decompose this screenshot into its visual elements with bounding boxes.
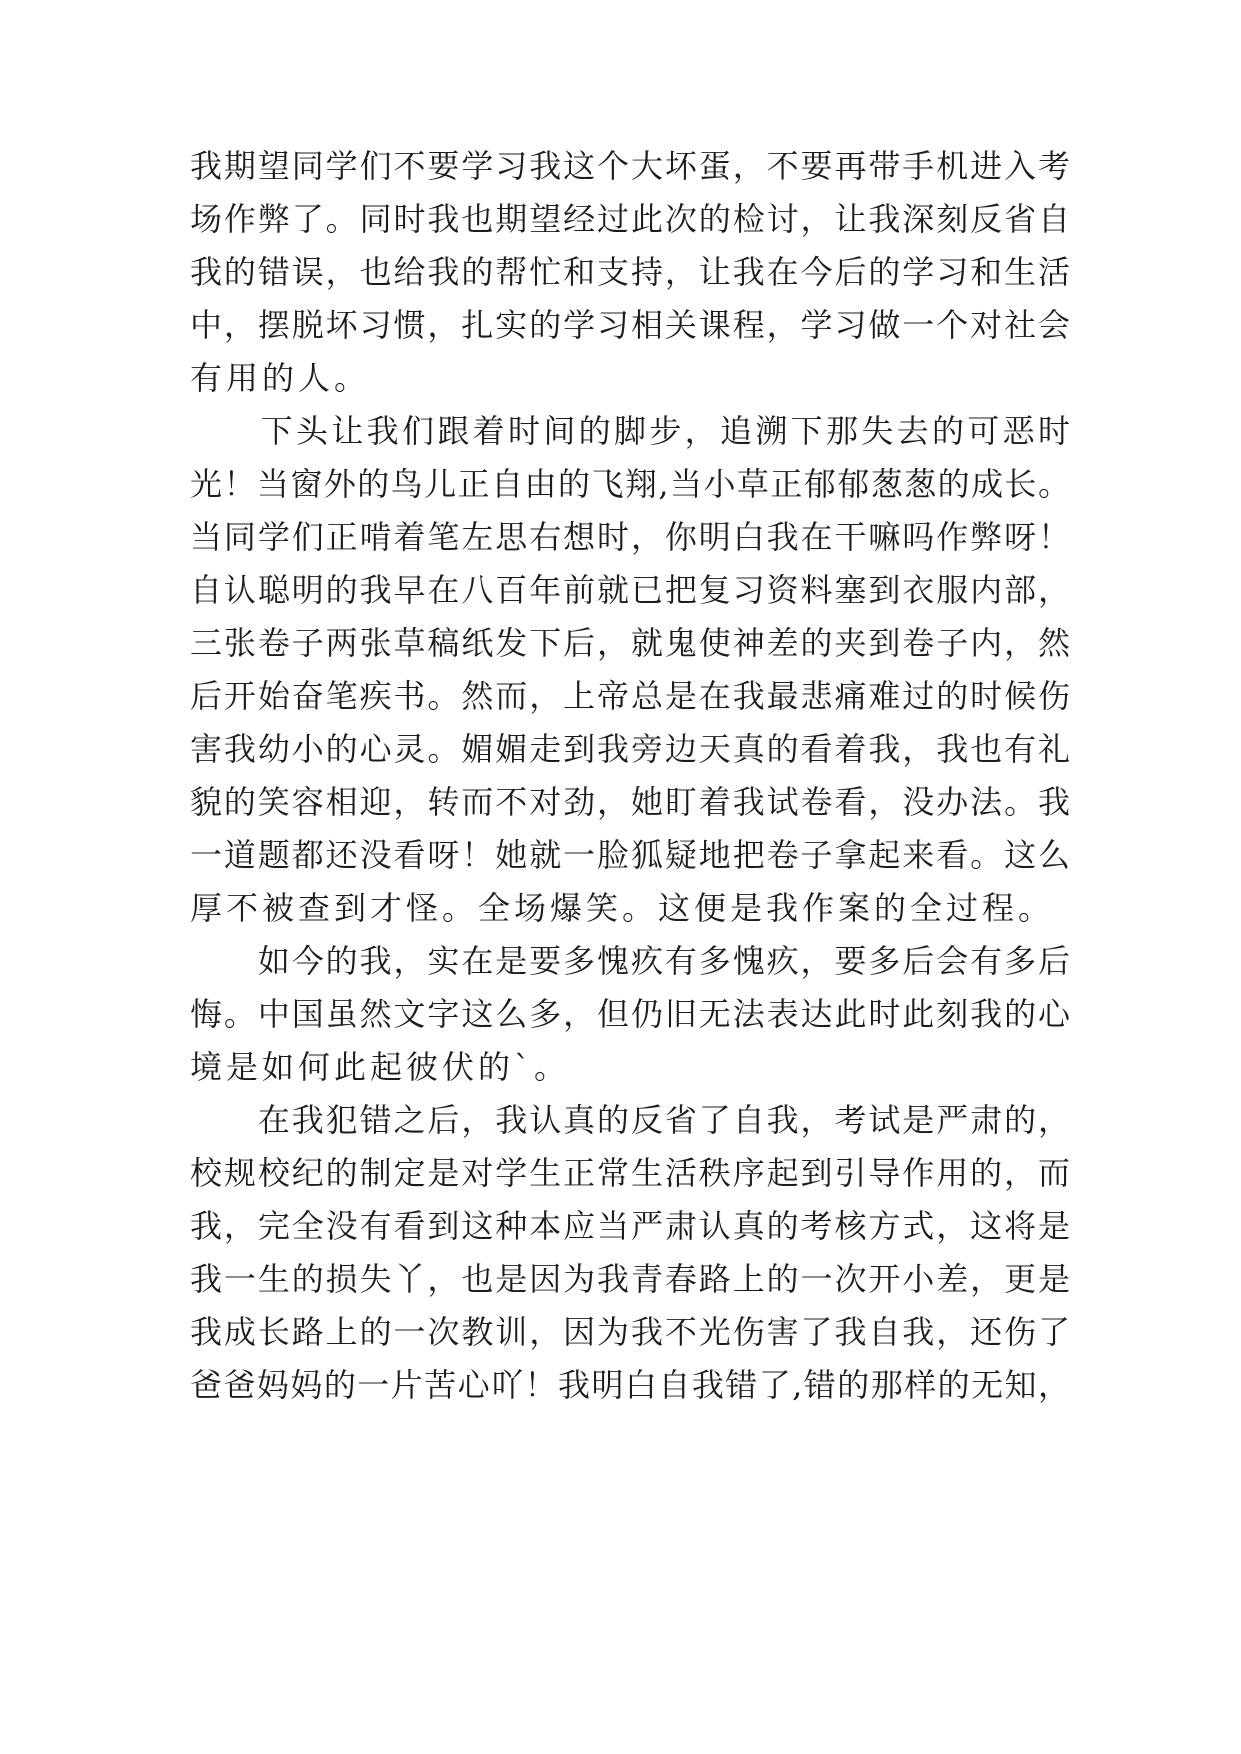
text-line: 校规校纪的制定是对学生正常生活秩序起到引导作用的，而 — [190, 1154, 1070, 1192]
text-line: 我一生的损失丫，也是因为我青春路上的一次开小差，更是 — [190, 1260, 1070, 1298]
text-line: 中，摆脱坏习惯，扎实的学习相关课程，学习做一个对社会 — [190, 306, 1070, 344]
text-line: 下头让我们跟着时间的脚步，追溯下那失去的可恶时 — [190, 412, 1070, 450]
text-line: 自认聪明的我早在八百年前就已把复习资料塞到衣服内部， — [190, 571, 1070, 609]
text-line: 当同学们正啃着笔左思右想时，你明白我在干嘛吗作弊呀！ — [190, 518, 1070, 556]
text-line: 爸爸妈妈的一片苦心吖！我明白自我错了,错的那样的无知， — [190, 1366, 1070, 1404]
text-line: 一道题都还没看呀！她就一脸狐疑地把卷子拿起来看。这么 — [190, 836, 1070, 874]
text-line: 悔。中国虽然文字这么多，但仍旧无法表达此时此刻我的心 — [190, 995, 1070, 1033]
text-line: 我成长路上的一次教训，因为我不光伤害了我自我，还伤了 — [190, 1313, 1070, 1351]
text-line: 有用的人。 — [190, 359, 371, 397]
text-line: 如今的我，实在是要多愧疚有多愧疚，要多后会有多后 — [190, 942, 1070, 980]
text-line: 三张卷子两张草稿纸发下后，就鬼使神差的夹到卷子内，然 — [190, 624, 1070, 662]
text-line: 害我幼小的心灵。媚媚走到我旁边天真的看着我，我也有礼 — [190, 730, 1070, 768]
text-line: 场作弊了。同时我也期望经过此次的检讨，让我深刻反省自 — [190, 200, 1070, 238]
text-line: 貌的笑容相迎，转而不对劲，她盯着我试卷看，没办法。我 — [190, 783, 1070, 821]
text-line: 我，完全没有看到这种本应当严肃认真的考核方式，这将是 — [190, 1207, 1070, 1245]
text-line: 光！当窗外的鸟儿正自由的飞翔,当小草正郁郁葱葱的成长。 — [190, 465, 1070, 503]
text-line: 后开始奋笔疾书。然而，上帝总是在我最悲痛难过的时候伤 — [190, 677, 1070, 715]
text-line: 在我犯错之后，我认真的反省了自我，考试是严肃的， — [190, 1101, 1070, 1139]
text-line: 我的错误，也给我的帮忙和支持，让我在今后的学习和生活 — [190, 253, 1070, 291]
text-line: 境是如何此起彼伏的`。 — [190, 1048, 571, 1086]
text-line: 厚不被查到才怪。全场爆笑。这便是我作案的全过程。 — [190, 889, 1055, 927]
text-line: 我期望同学们不要学习我这个大坏蛋，不要再带手机进入考 — [190, 147, 1070, 185]
